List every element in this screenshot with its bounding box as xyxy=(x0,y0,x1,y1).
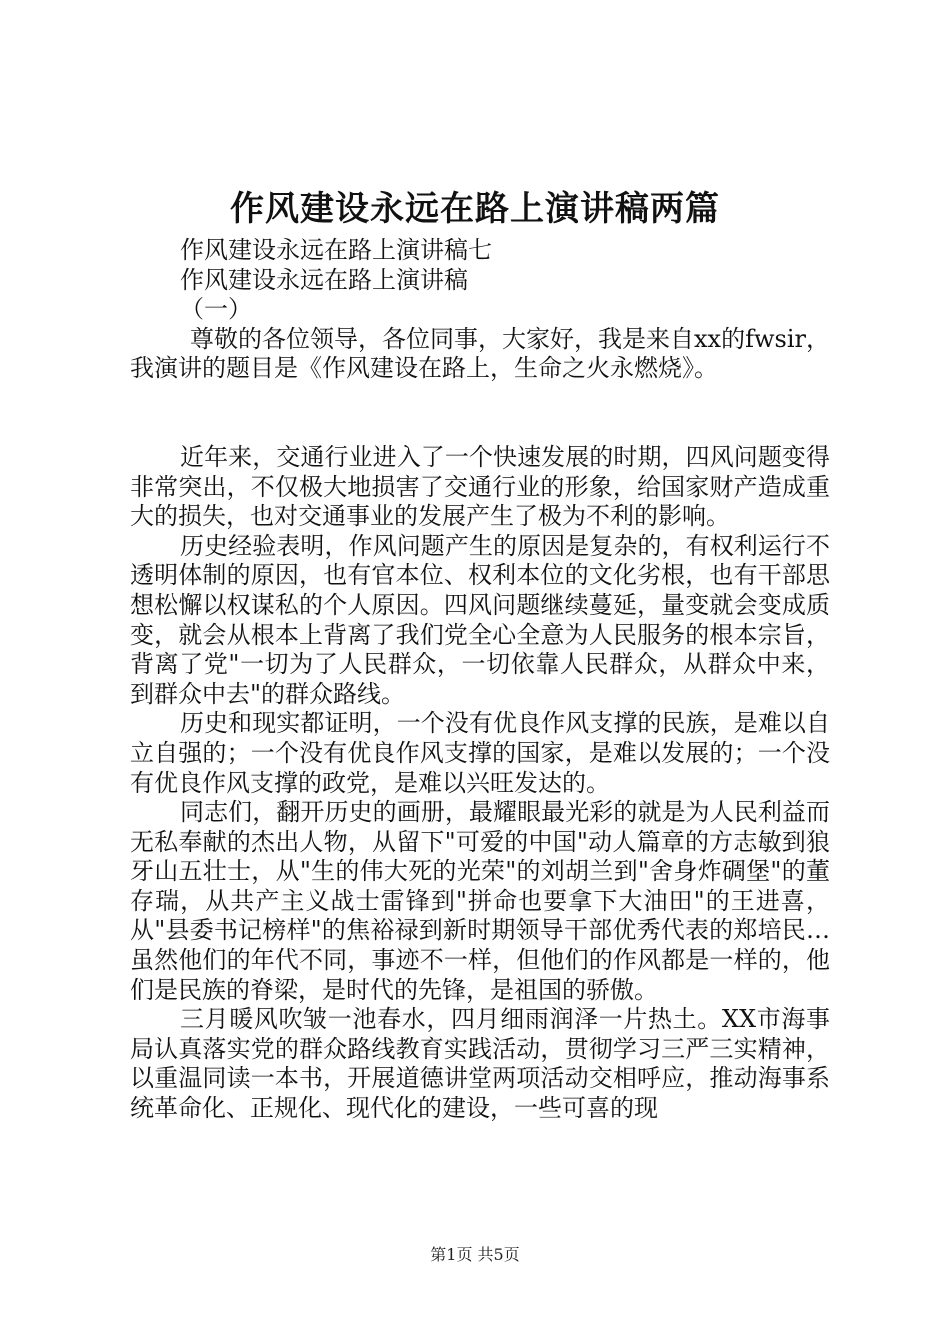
subtitle-2: 作风建设永远在路上演讲稿 xyxy=(180,265,468,294)
paragraph: 同志们，翻开历史的画册，最耀眼最光彩的就是为人民利益而无私奉献的杰出人物，从留下"可爱的中国"动人篇章的方志敏到狼牙山五壮士，从"生的伟大死的光荣"的刘胡兰到"舍身炸碉堡"的董存瑞，从共产主义战士雷锋到"拼命也要拿下大油田"的王进喜，从"县委书记榜样"的焦裕禄到新时期领导干部优秀代表的郑培民…虽然他们的年代不同，事迹不一样，但他们的作风都是一样的，他们是民族的脊梁，是时代的先锋，是祖国的骄傲。 xyxy=(130,798,830,1004)
paragraph: 历史和现实都证明，一个没有优良作风支撑的民族，是难以自立自强的；一个没有优良作风支撑的国家，是难以发展的；一个没有优良作风支撑的政党，是难以兴旺发达的。 xyxy=(130,709,830,797)
paragraph: 近年来，交通行业进入了一个快速发展的时期，四风问题变得非常突出，不仅极大地损害了交通行业的形象，给国家财产造成重大的损失，也对交通事业的发展产生了极为不利的影响。 xyxy=(130,442,830,531)
paragraph-spacer xyxy=(130,384,830,443)
section-marker: （一） xyxy=(180,295,252,324)
subtitle-1: 作风建设永远在路上演讲稿七 xyxy=(180,236,492,264)
document-title: 作风建设永远在路上演讲稿两篇 xyxy=(230,189,720,229)
paragraph: 历史经验表明，作风问题产生的原因是复杂的，有权利运行不透明体制的原因，也有官本位、权利本位的文化劣根，也有干部思想松懈以权谋私的个人原因。四风问题继续蔓延，量变就会变成质变，就会从根本上背离了我们党全心全意为人民服务的根本宗旨，背离了党"一切为了人民群众，一切依靠人民群众，从群众中来，到群众中去"的群众路线。 xyxy=(130,531,830,708)
page-footer: 第1页 共5页 xyxy=(430,1245,520,1264)
document-body xyxy=(130,236,830,1124)
paragraph: 三月暖风吹皱一池春水，四月细雨润泽一片热土。XX市海事局认真落实党的群众路线教育实践活动，贯彻学习三严三实精神，以重温同读一本书，开展道德讲堂两项活动交相呼应，推动海事系统革命化、正规化、现代化的建设，一些可喜的现 xyxy=(130,1005,830,1123)
paragraph-greeting: 尊敬的各位领导，各位同事，大家好，我是来自xx的fwsir，我演讲的题目是《作风建设在路上，生命之火永燃烧》。 xyxy=(130,324,830,383)
